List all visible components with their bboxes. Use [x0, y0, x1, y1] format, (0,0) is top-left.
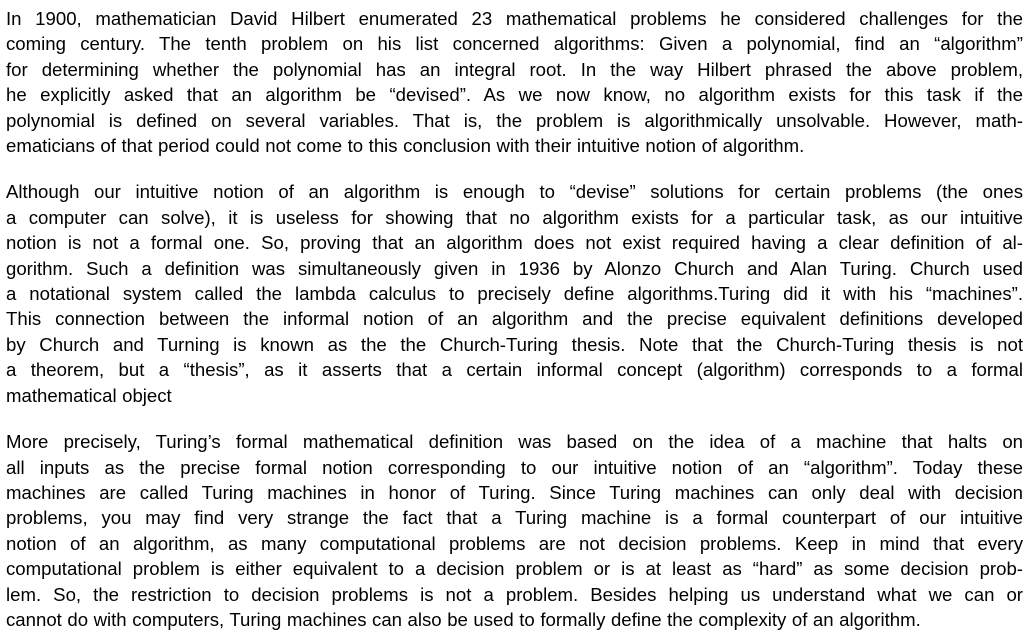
text-line: a theorem, but a “thesis”, as it asserts that a certain informal concept (algorithm) corresponds to a formal — [6, 359, 1023, 381]
text-line: This connection between the informal notion of an algorithm and the precise equivalent definitions developed — [6, 308, 1023, 330]
text-line: problems, you may find very strange the fact that a Turing machine is a formal counterpart of our intuitive — [6, 507, 1023, 529]
text-line: a computer can solve), it is useless for showing that no algorithm exists for a particular task, as our intuitive — [6, 206, 1023, 228]
text-line: a notational system called the lambda calculus to precisely define algorithms.Turing did it with his “machines”. — [6, 283, 1023, 305]
text-line: polynomial is defined on several variables. That is, the problem is algorithmically unsolvable. However, math- — [6, 109, 1023, 131]
paragraph-hilbert-tenth-problem — [6, 6, 1023, 158]
text-line: lem. So, the restriction to decision problems is not a problem. Besides helping us understand what we can or — [6, 583, 1023, 605]
text-line: Although our intuitive notion of an algorithm is enough to “devise” solutions for certain problems (the ones — [6, 181, 1023, 203]
text-line: mathematical object — [6, 384, 172, 406]
text-line: More precisely, Turing’s formal mathematical definition was based on the idea of a machine that halts on — [6, 431, 1023, 453]
text-line: In 1900, mathematician David Hilbert enumerated 23 mathematical problems he considered challenges for the — [6, 8, 1023, 29]
text-line: computational problem is either equivalent to a decision problem or is at least as “hard” as some decision prob- — [6, 558, 1023, 580]
text-line: all inputs as the precise formal notion corresponding to our intuitive notion of an “algorithm”. Today these — [6, 456, 1023, 478]
text-line: gorithm. Such a definition was simultaneously given in 1936 by Alonzo Church and Alan Turing. Church used — [6, 257, 1023, 279]
text-line: coming century. The tenth problem on his list concerned algorithms: Given a polynomial, find an “algorithm” — [6, 33, 1023, 55]
text-line: by Church and Turning is known as the the Church-Turing thesis. Note that the Church-Turing thesis is not — [6, 333, 1023, 355]
text-line: cannot do with computers, Turing machines can also be used to formally define the complexity of an algorithm. — [6, 608, 921, 630]
text-line: ematicians of that period could not come to this conclusion with their intuitive notion of algorithm. — [6, 135, 805, 157]
paragraph-turing-machines — [6, 429, 1023, 632]
text-line: for determining whether the polynomial has an integral root. In the way Hilbert phrased the above problem, — [6, 58, 1023, 80]
paragraph-church-turing-thesis — [6, 179, 1023, 408]
text-line: notion is not a formal one. So, proving that an algorithm does not exist required having a clear definition of al- — [6, 232, 1023, 254]
text-line: machines are called Turing machines in honor of Turing. Since Turing machines can only deal with decision — [6, 481, 1023, 503]
text-line: notion of an algorithm, as many computational problems are not decision problems. Keep in mind that every — [6, 532, 1023, 554]
text-line: he explicitly asked that an algorithm be “devised”. As we now know, no algorithm exists for this task if the — [6, 84, 1023, 106]
